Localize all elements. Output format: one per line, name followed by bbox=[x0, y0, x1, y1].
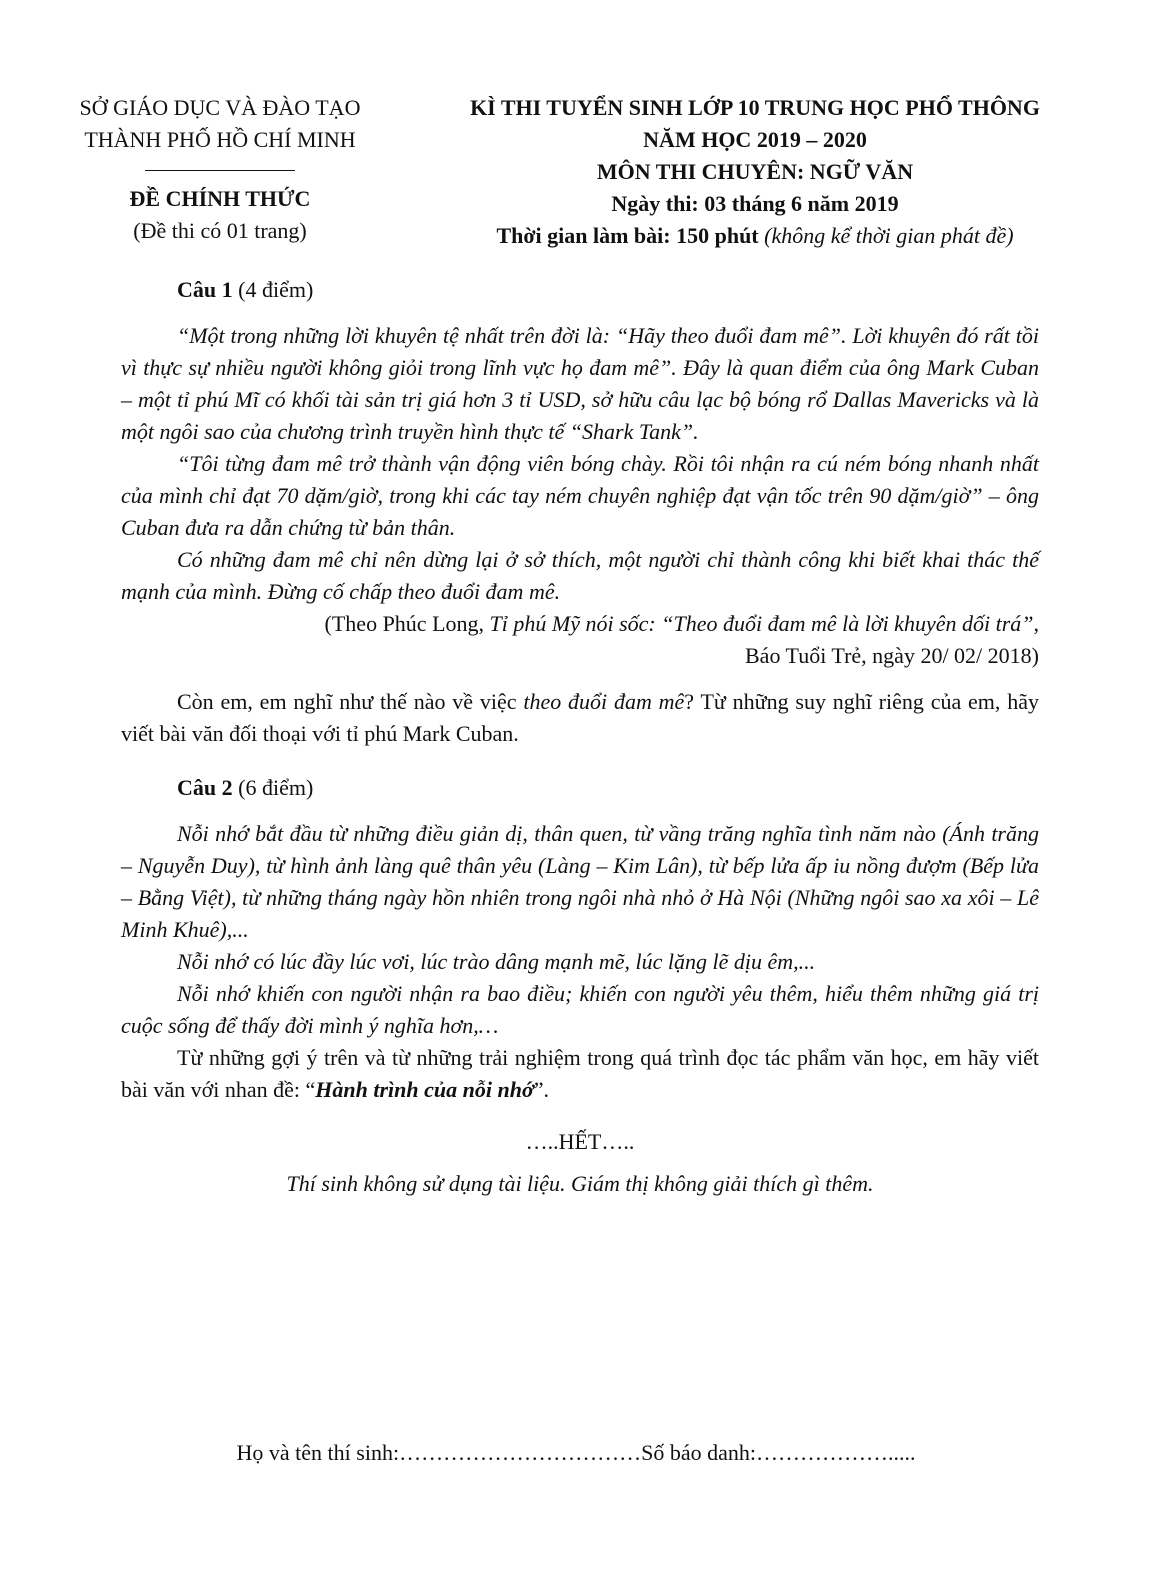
source-article-title: Tỉ phú Mỹ nói sốc: “Theo đuổi đam mê là lời khuyên dối trá” bbox=[489, 611, 1034, 636]
spacer bbox=[121, 804, 1039, 818]
task-emphasis: theo đuổi đam mê bbox=[523, 689, 685, 714]
question-2-prompt-1: Nỗi nhớ bắt đầu từ những điều giản dị, thân quen, từ vầng trăng nghĩa tình năm nào (Ánh trăng – Nguyễn Duy), từ hình ảnh làng quê thân yêu (Làng – Kim Lân), từ bếp lửa ấp iu nồng đượm (Bếp lửa – Bằng Việt), từ những tháng ngày hồn nhiên trong ngôi nhà nhỏ ở Hà Nội (Những ngôi sao xa xôi – Lê Minh Khuê),... bbox=[121, 821, 1039, 942]
candidate-info-line bbox=[0, 1437, 1152, 1469]
question-2-task bbox=[121, 1042, 1039, 1106]
header-divider bbox=[145, 170, 295, 171]
question-1-title: Câu 1 bbox=[177, 277, 233, 302]
essay-title: Hành trình của nỗi nhớ bbox=[315, 1077, 534, 1102]
department-name: SỞ GIÁO DỤC VÀ ĐÀO TẠO bbox=[79, 95, 361, 120]
candidate-id-field: Số báo danh:………………..... bbox=[641, 1440, 916, 1465]
source-line-2: Báo Tuổi Trẻ, ngày 20/ 02/ 2018) bbox=[745, 643, 1039, 668]
question-1-heading bbox=[121, 274, 1039, 306]
page-count-note: (Đề thi có 01 trang) bbox=[133, 218, 307, 243]
source-prefix: (Theo Phúc Long, bbox=[324, 611, 490, 636]
exam-title-block bbox=[430, 92, 1080, 252]
question-1-quote-2: “Tôi từng đam mê trở thành vận động viên bóng chày. Rồi tôi nhận ra cú ném bóng nhanh nhất của mình chỉ đạt 70 dặm/giờ, trong khi các tay ném chuyên nghiệp đạt vận tốc trên 90 dặm/giờ” – ông Cuban đưa ra dẫn chứng từ bản thân. bbox=[121, 451, 1039, 540]
source-line-1 bbox=[121, 608, 1039, 640]
question-1-source bbox=[121, 608, 1039, 672]
exam-body bbox=[121, 274, 1039, 1200]
question-2-heading bbox=[121, 772, 1039, 804]
exam-duration bbox=[430, 220, 1080, 252]
task-text-b: ”. bbox=[533, 1077, 550, 1102]
spacer bbox=[121, 1106, 1039, 1126]
question-1-quote-3: Có những đam mê chỉ nên dừng lại ở sở thích, một người chỉ thành công khi biết khai thác thế mạnh của mình. Đừng cố chấp theo đuổi đam mê. bbox=[121, 547, 1039, 604]
task-text-a: Từ những gợi ý trên và từ những trải nghiệm trong quá trình đọc tác phẩm văn học, em hãy viết bài văn với nhan đề: “ bbox=[121, 1045, 1039, 1102]
city-name: THÀNH PHỐ HỒ CHÍ MINH bbox=[84, 127, 356, 152]
issuer-block bbox=[60, 92, 380, 247]
duration-note: (không kể thời gian phát đề) bbox=[764, 223, 1014, 248]
question-1-task bbox=[121, 686, 1039, 750]
question-2-title: Câu 2 bbox=[177, 775, 233, 800]
candidate-note: Thí sinh không sử dụng tài liệu. Giám thị không giải thích gì thêm. bbox=[286, 1171, 874, 1196]
official-label: ĐỀ CHÍNH THỨC bbox=[129, 186, 311, 211]
question-1-points: (4 điểm) bbox=[238, 277, 314, 302]
exam-title: KÌ THI TUYỂN SINH LỚP 10 TRUNG HỌC PHỔ THÔNG bbox=[470, 95, 1040, 120]
subject: MÔN THI CHUYÊN: NGỮ VĂN bbox=[596, 159, 914, 184]
end-mark: …..HẾT….. bbox=[525, 1129, 635, 1154]
question-2-points: (6 điểm) bbox=[238, 775, 314, 800]
exam-date: Ngày thi: 03 tháng 6 năm 2019 bbox=[611, 191, 899, 216]
spacer bbox=[121, 306, 1039, 320]
candidate-name-field: Họ và tên thí sinh:…………………………… bbox=[236, 1440, 642, 1465]
source-comma: , bbox=[1033, 611, 1039, 636]
question-2-prompt-2: Nỗi nhớ có lúc đầy lúc vơi, lúc trào dâng mạnh mẽ, lúc lặng lẽ dịu êm,... bbox=[177, 949, 816, 974]
spacer bbox=[121, 750, 1039, 772]
task-text-b: ? Từ những suy nghĩ riêng của em, hãy viết bài văn đối thoại với tỉ phú Mark Cuban. bbox=[121, 689, 1039, 746]
question-1-quote-1: “Một trong những lời khuyên tệ nhất trên đời là: “Hãy theo đuổi đam mê”. Lời khuyên đó rất tồi vì thực sự nhiều người không giỏi trong lĩnh vực họ đam mê”. Đây là quan điểm của ông Mark Cuban – một tỉ phú Mĩ có khối tài sản trị giá hơn 3 tỉ USD, sở hữu câu lạc bộ bóng rổ Dallas Mavericks và là một ngôi sao của chương trình truyền hình thực tế “Shark Tank”. bbox=[121, 323, 1039, 444]
spacer bbox=[121, 1158, 1039, 1168]
question-2-prompt-3: Nỗi nhớ khiến con người nhận ra bao điều; khiến con người yêu thêm, hiểu thêm những giá trị cuộc sống để thấy đời mình ý nghĩa hơn,… bbox=[121, 981, 1039, 1038]
task-text-a: Còn em, em nghĩ như thế nào về việc bbox=[177, 689, 524, 714]
spacer bbox=[121, 672, 1039, 686]
school-year: NĂM HỌC 2019 – 2020 bbox=[643, 127, 867, 152]
duration-label: Thời gian làm bài: 150 phút bbox=[496, 223, 759, 248]
